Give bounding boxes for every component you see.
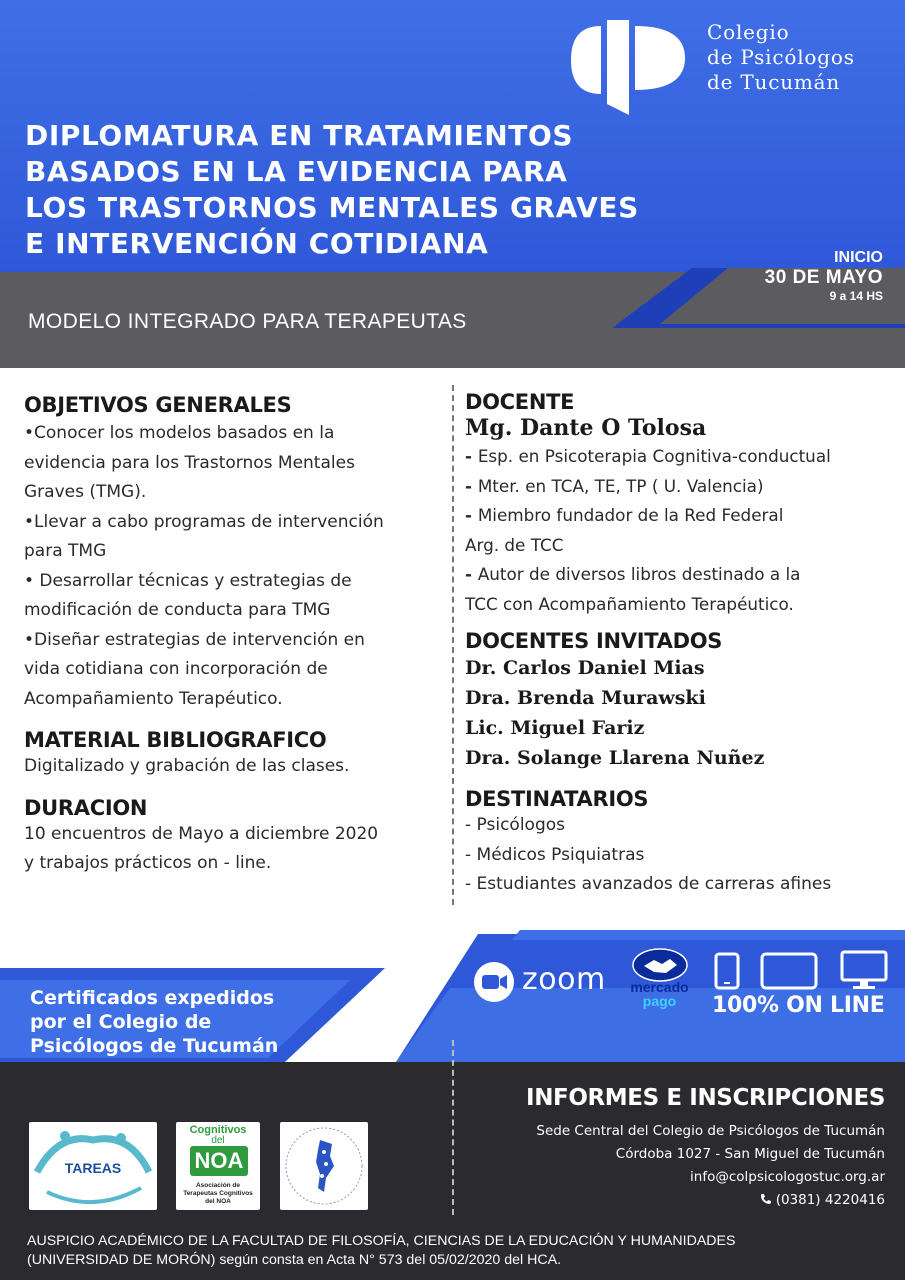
right-column — [465, 390, 895, 900]
certificados-text — [30, 986, 278, 1058]
invitado-name: Dr. Carlos Daniel Mias — [465, 657, 705, 679]
objetivos-line: •Diseñar estrategias de intervención en — [24, 629, 365, 650]
objetivos-line: •Llevar a cabo programas de intervención — [24, 511, 384, 532]
page-title: DIPLOMATURA EN TRATAMIENTOS BASADOS EN LA EVIDENCIA PARA LOS TRASTORNOS MENTALES GRAVES E INTERVENCIÓN COTIDIANA — [25, 119, 639, 260]
footer-line-2: (UNIVERSIDAD DE MORÓN) según consta en Acta N° 573 del 05/02/2020 del HCA. — [27, 1252, 562, 1268]
online-label: 100% ON LINE — [712, 993, 885, 1018]
duracion-line-1: 10 encuentros de Mayo a diciembre 2020 — [24, 823, 379, 844]
objetivos-line: modificación de conducta para TMG — [24, 600, 331, 620]
left-column — [24, 393, 444, 879]
destinatario-line: - Psicólogos — [465, 815, 565, 835]
objetivos-heading: OBJETIVOS GENERALES — [24, 393, 292, 417]
informes-heading: INFORMES E INSCRIPCIONES — [526, 1085, 885, 1111]
objetivos-line: • Desarrollar técnicas y estrategias de — [24, 570, 352, 591]
destinatarios-heading: DESTINATARIOS — [465, 787, 649, 811]
informes-phone[interactable]: (0381) 4220416 — [775, 1192, 885, 1208]
monitor-icon — [840, 950, 888, 992]
cert-line-1: Certificados expedidos — [30, 987, 275, 1009]
docente-list — [465, 442, 895, 619]
material-text: Digitalizado y grabación de las clases. — [24, 756, 350, 776]
destinatario-line: - Estudiantes avanzados de carreras afines — [465, 874, 832, 894]
objetivos-list — [24, 419, 444, 714]
column-divider — [452, 385, 454, 905]
zoom-logo — [472, 960, 606, 1004]
docente-line: - Mter. en TCA, TE, TP ( U. Valencia) — [465, 475, 764, 496]
federacion-logo — [280, 1122, 368, 1210]
invitados-heading: DOCENTES INVITADOS — [465, 629, 723, 653]
objetivos-line: Acompañamiento Terapéutico. — [24, 688, 283, 709]
argentina-map-icon — [280, 1122, 368, 1210]
tablet-icon — [760, 952, 818, 990]
tareas-logo — [29, 1122, 157, 1210]
cert-line-3: Psicólogos de Tucumán — [30, 1035, 279, 1057]
cognitivos-line-2: del — [211, 1135, 225, 1146]
colegio-logo-icon — [567, 20, 692, 115]
invitado-name: Lic. Miguel Fariz — [465, 717, 645, 739]
start-date: 30 DE MAYO — [764, 267, 883, 288]
docente-line: TCC con Acompañamiento Terapéutico. — [465, 593, 794, 614]
cognitivos-line-1: Cognitivos — [189, 1124, 247, 1136]
footer-line-1: AUSPICIO ACADÉMICO DE LA FACULTAD DE FILOSOFÍA, CIENCIAS DE LA EDUCACIÓN Y HUMANIDADES — [27, 1233, 736, 1249]
zoom-label: zoom — [522, 962, 606, 997]
cognitivos-sub: Asociación de Terapeutas Cognitivos del NOA — [183, 1182, 253, 1205]
invitado-name: Dra. Solange Llarena Nuñez — [465, 747, 765, 769]
logo-text — [707, 20, 855, 95]
bottom-divider — [452, 1040, 454, 1215]
docente-line: - Autor de diversos libros destinado a la — [465, 564, 801, 584]
phone-icon — [714, 952, 740, 990]
cognitivos-line-3: NOA — [190, 1146, 248, 1176]
informes-phone-row — [760, 1192, 885, 1208]
docente-heading: DOCENTE — [465, 390, 575, 414]
logo-line-1: Colegio — [707, 20, 790, 44]
zoom-camera-icon — [472, 960, 516, 1004]
mp-line-1: mercado — [630, 979, 689, 995]
footer-text — [27, 1232, 897, 1270]
objetivos-line: evidencia para los Trastornos Mentales — [24, 452, 355, 473]
duracion-line-2: y trabajos prácticos on - line. — [24, 853, 272, 873]
start-date-box — [765, 248, 883, 304]
logo-line-3: de Tucumán — [707, 70, 841, 94]
informes-email[interactable]: info@colpsicologostuc.org.ar — [690, 1169, 885, 1185]
informes-line-2: Córdoba 1027 - San Miguel de Tucumán — [615, 1146, 885, 1162]
docente-name: Mg. Dante O Tolosa — [465, 415, 707, 441]
mercado-pago-logo — [622, 948, 697, 1014]
handshake-icon — [632, 948, 688, 982]
cert-line-2: por el Colegio de — [30, 1011, 212, 1033]
destinatarios-list — [465, 811, 895, 900]
start-hours: 9 a 14 HS — [829, 289, 883, 303]
invitado-name: Dra. Brenda Murawski — [465, 687, 706, 709]
invitados-list — [465, 653, 895, 773]
duracion-heading: DURACION — [24, 795, 148, 820]
docente-line: - Esp. en Psicoterapia Cognitiva-conductual — [465, 446, 831, 466]
docente-line: Arg. de TCC — [465, 534, 564, 555]
tareas-text: TAREAS — [64, 1160, 122, 1176]
logo-line-2: de Psicólogos — [707, 45, 855, 69]
destinatario-line: - Médicos Psiquiatras — [465, 844, 645, 865]
objetivos-line: para TMG — [24, 541, 107, 561]
cognitivos-noa-logo — [176, 1122, 260, 1210]
material-heading: MATERIAL BIBLIOGRAFICO — [24, 728, 327, 752]
mp-line-2: pago — [642, 993, 677, 1009]
objetivos-line: Graves (TMG). — [24, 482, 147, 502]
start-label: INICIO — [834, 249, 883, 266]
informes-line-1: Sede Central del Colegio de Psicólogos de Tucumán — [536, 1123, 885, 1139]
mercado-pago-text — [622, 980, 697, 1008]
docente-line: - Miembro fundador de la Red Federal — [465, 505, 784, 525]
objetivos-line: vida cotidiana con incorporación de — [24, 659, 328, 679]
phone-handset-icon — [760, 1193, 772, 1205]
objetivos-line: •Conocer los modelos basados en la — [24, 423, 335, 443]
subtitle: MODELO INTEGRADO PARA TERAPEUTAS — [28, 310, 467, 333]
